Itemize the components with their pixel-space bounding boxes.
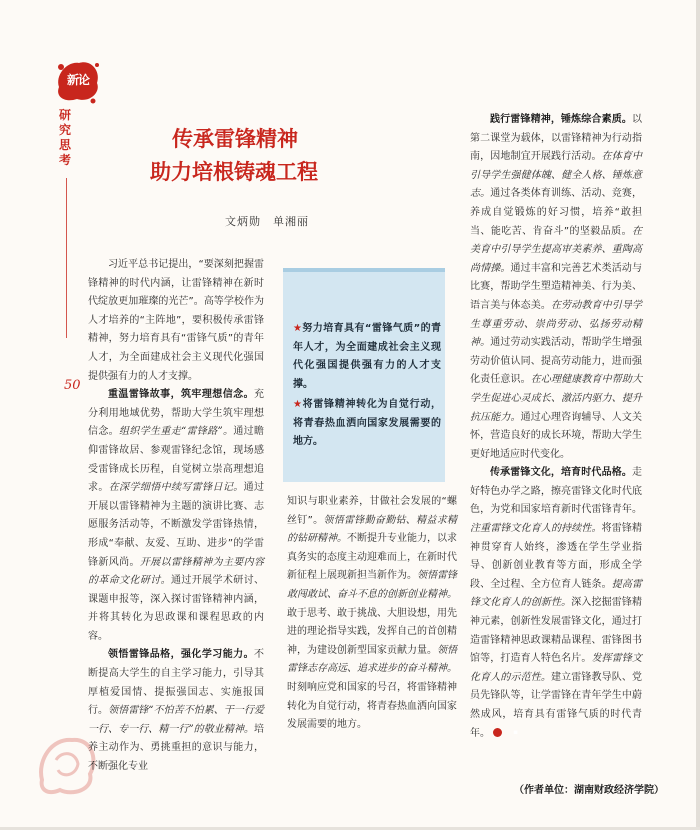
section-2-text-f: 不断提升专业能力，以求真务实的态度主动迎难而上，在新时代新征程上展现新担当新作为。 [287,533,457,582]
section-3-text-i: 通过心理咨询辅导、人文关怀，营造良好的成长环境，帮助大学生更好地适应时代变化。 [470,411,642,460]
text-column-2 [287,493,457,735]
pull-quote-band [283,268,445,272]
section-3-text-d: 在美育中引导学生提高审美素养、重陶高尚情操。 [470,225,642,274]
section-1-text-f: 开展以雷锋精神为主要内容的革命文化研讨。 [88,556,264,587]
section-3-text-a: 以第二课堂为载体，以雷锋精神为行动指南，因地制宜开展践行活动。 [470,114,642,163]
section-2-text-c: 培养主动作为、勇挑重担的意识与能力，不断强化专业 [88,723,264,773]
text-column-3 [470,111,642,743]
section-3-text-g: 通过劳动实践活动，帮助学生增强劳动价值认同、提高劳动能力，进而强化责任意识。 [470,337,642,386]
page-number: 50 [64,378,81,393]
section-3-text-b: 在体育中引导学生强健体魄、健全人格、锤炼意志。 [470,151,642,200]
intro-paragraph: 习近平总书记提出，“要深刻把握雷锋精神的时代内涵，让雷锋精神在新时代绽放更加璀璨的光芒”。高等学校作为人才培养的“主阵地”，要积极传承雷锋精神，努力培育具有“雷锋气质”的青年人才，为全面建成社会主义现代化强国提供强有力的人才支撑。 [88,259,264,382]
end-mark-icon: ▪ [493,728,502,737]
section-1-text-c: 通过瞻仰雷锋故居、参观雷锋纪念馆，现场感受雷锋成长历程，自觉树立崇高理想追求。 [88,426,265,494]
section-1-heading: 重温雷锋故事，筑牢理想信念。 [108,389,254,401]
section-2-text-b: 领悟雷锋“不怕苦不怕累、干一行爱一行、专一行、精一行”的敬业精神。 [88,705,264,735]
pull-quote-2: 将雷锋精神转化为自觉行动，将青春热血洒向国家发展需要的地方。 [293,399,442,447]
column-logo [53,57,103,105]
logo-text: 新论 [66,73,89,87]
pull-quote-1: 努力培育具有“雷锋气质”的青年人才，为全面建成社会主义现代化强国提供强有力的人才支撑。 [293,323,441,390]
section-divider-line [66,178,67,338]
section-2-text-i: 领悟雷锋志存高远、追求进步的奋斗精神。 [287,644,457,675]
author-byline: 文炳勋 单湘丽 [225,215,309,228]
pull-quote-text [293,320,441,454]
star-icon: ★ [293,399,303,410]
section-4-heading: 传承雷锋文化，培育时代品格。 [490,467,632,479]
pull-quote-box [283,268,445,482]
article-title [150,122,410,188]
section-2-text-d: 知识与职业素养，甘做社会发展的“螺丝钉”。 [287,496,457,526]
section-3-text-h: 在心理健康教育中帮助大学生促进心灵成长、激活内驱力、提升抗压能力。 [470,374,642,423]
section-4-paragraph [470,464,642,743]
section-2-text-a: 不断提高大学生的自主学习能力，引导其厚植爱国情、提振强国志、实施报国行。 [88,649,264,717]
section-2-continued [287,493,457,735]
section-tag: 研究思考 [58,108,71,167]
section-1-text-b: 组织学生重走“雷锋路”。 [119,426,234,438]
section-2-text-g: 领悟雷锋敢闯敢试、奋斗不息的创新创业精神。 [287,570,457,600]
section-3-heading: 践行雷锋精神，锤炼综合素质。 [490,114,632,125]
section-1-text-e: 通过开展以雷锋精神为主题的演讲比赛、志愿服务活动等，不断激发学雷锋热情，形成“奉献、友爱、互助、进步”的学雷锋新风尚。 [88,482,264,568]
author-affiliation: （作者单位：湖南财政经济学院） [514,785,664,796]
section-2-text-j: 时刻响应党和国家的号召，将雷锋精神转化为自觉行动，将青春热血洒向国家发展需要的地方。 [287,681,457,731]
section-3-paragraph [470,111,642,464]
section-4-text-b: 注重雷锋文化育人的持续性。 [470,523,602,535]
section-4-text-g: 建立雷锋教导队、党员先锋队等，让学雷锋在青年学生中蔚然成风，培育具有雷锋气质的时代青年。 [470,671,642,739]
section-2-heading: 领悟雷锋品格，强化学习能力。 [108,649,254,661]
section-2-paragraph [88,646,264,776]
section-4-text-a: 走好特色办学之路，擦亮雷锋文化时代底色，为党和国家培育新时代雷锋青年。 [470,467,642,516]
text-column-1 [88,256,264,777]
section-4-text-c: 将雷锋精神贯穿育人始终，渗透在学生学业指导、创新创业教育等方面，形成全学段、全过程、全方位育人链条。 [470,523,642,590]
title-line-1: 传承雷锋精神 [172,126,298,151]
section-4-text-d: 提高雷锋文化育人的创新性。 [470,578,642,609]
section-2-text-e: 领悟雷锋勤奋勤钻、精益求精的钻研精神。 [287,514,457,545]
page-edge-right [696,0,700,830]
star-icon: ★ [293,323,303,334]
section-3-text-f: 在劳动教育中引导学生尊重劳动、崇尚劳动、弘扬劳动精神。 [470,299,642,349]
section-4-text-f: 发挥雷锋文化育人的示范性。 [470,653,642,683]
section-4-text-e: 深入挖掘雷锋精神元素，创新性发展雷锋文化，通过打造雷锋精神思政课精品课程、雷锋图书馆等，打造育人特色名片。 [470,597,642,665]
section-1-text-d: 在深学细悟中续写雷锋日记。 [108,482,244,494]
title-line-2: 助力培根铸魂工程 [150,159,318,184]
section-3-text-e: 通过丰富和完善艺术类活动与比赛，帮助学生塑造精神美、行为美、语言美与体态美。 [470,262,642,311]
section-3-text-c: 通过各类体育训练、活动、竞赛，养成自觉锻炼的好习惯，培养“敢担当、能吃苦、肯奋斗”的坚毅品质。 [470,188,642,237]
section-1-text-g: 通过开展学术研讨、课题申报等，深入探讨雷锋精神内涵，并将其转化为思政课和课程思政的内容。 [88,575,264,642]
section-1-paragraph [88,386,264,646]
section-2-text-h: 敢于思考、敢于挑战、大胆设想，用先进的理论指导实践，发挥自己的首创精神，为建设创新型国家贡献力量。 [287,607,457,656]
section-1-text-a: 充分利用地域优势，帮助大学生筑牢理想信念。 [88,389,264,438]
